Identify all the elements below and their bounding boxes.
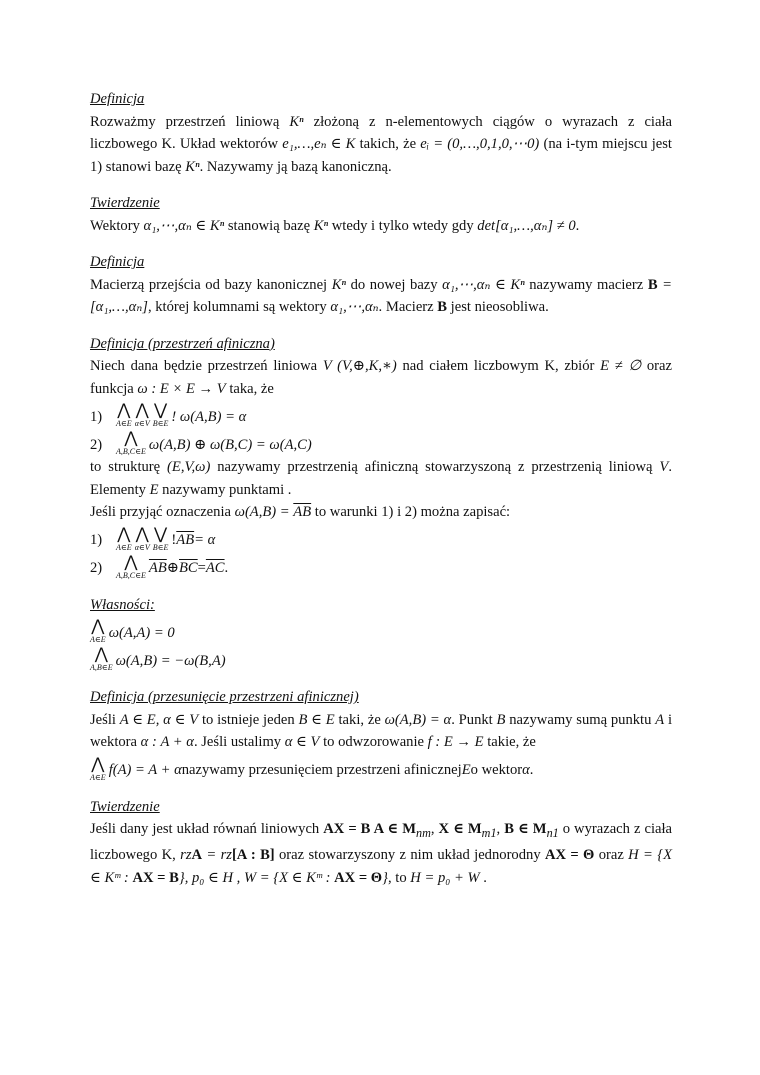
section-body-3: Jeśli przyjąć oznaczenia $\omega(A,B) = \overline{AB}$ to warunki 1) i 2) można zapisać: bbox=[90, 504, 511, 520]
property-1: ⋀ A∈E ω(A,A) = 0 bbox=[90, 618, 175, 644]
document-content bbox=[90, 88, 672, 903]
section-title: Definicja bbox=[90, 254, 145, 270]
section-title: Twierdzenie bbox=[90, 798, 160, 815]
translation-formula: ⋀ A∈E f(A) = A + α nazywamy przesunięciem przestrzeni afinicznej E o wektor α . bbox=[90, 755, 534, 782]
section-body: Jeśli dany jest układ równań liniowych AX = B A ∈ $M_{nm}$, X ∈ $M_{m1}$, B ∈ $M_{n1}$ o wyrazach z ciała liczbowego K, rzA = rz[A : B] oraz stowarzyszony z nim układ jednorodny AX = Θ oraz H = {X ∈ Kᵐ : AX = B}, p₀ ∈ H , W = {X ∈ Kᵐ : AX = Θ}, to H = p₀ + W . bbox=[90, 821, 673, 886]
section-title: Definicja bbox=[90, 91, 145, 107]
section-body: Jeśli A ∈ E, α ∈ V to istnieje jeden B ∈ E taki, że ω(A,B) = α. Punkt B nazywamy sumą punktu A i wektora α : A + α. Jeśli ustalimy α ∈ V to odwzorowanie f : E → E takie, że bbox=[90, 711, 672, 750]
section-title: Twierdzenie bbox=[90, 195, 160, 211]
section-title: Definicja (przesunięcie przestrzeni afinicznej) bbox=[90, 689, 359, 705]
definition-canonical-basis bbox=[90, 88, 672, 178]
condition-2-vector: 2) ⋀ A,B,C∈E $\overline{AB}$ ⊕ $\overline{BC}$ = $\overline{AC}$ . bbox=[90, 553, 229, 580]
property-2: ⋀ A,B∈E ω(A,B) = −ω(B,A) bbox=[90, 646, 226, 672]
condition-1-vector: 1) ⋀ A∈E ⋀ α∈V ⋁ B∈E ! $\overline{AB}$ = α bbox=[90, 525, 216, 552]
definition-affine-space bbox=[90, 333, 672, 580]
section-title: Własności: bbox=[90, 596, 155, 613]
theorem-basis-determinant bbox=[90, 192, 672, 237]
section-body-2: to strukturę (E,V,ω) nazywamy przestrzenią afiniczną stowarzyszoną z przestrzenią liniową V. Elementy E nazywamy punktami . bbox=[90, 459, 672, 498]
section-title: Definicja (przestrzeń afiniczna) bbox=[90, 335, 275, 352]
section-body: Wektory α₁,⋯,αₙ ∈ Kⁿ stanowią bazę Kⁿ wtedy i tylko wtedy gdy det[α₁,…,αₙ] ≠ 0. bbox=[90, 217, 580, 234]
section-body: Macierzą przejścia od bazy kanonicznej Kⁿ do nowej bazy α₁,⋯,αₙ ∈ Kⁿ nazywamy macierz B = [α₁,…,αₙ], której kolumnami są wektory α₁,⋯,αₙ. Macierz B jest nieosobliwa. bbox=[90, 276, 672, 315]
condition-1: 1) ⋀ A∈E ⋀ α∈V ⋁ B∈E ! ω(A,B) = α bbox=[90, 402, 247, 428]
theorem-linear-system bbox=[90, 796, 672, 890]
definition-transition-matrix bbox=[90, 251, 672, 319]
section-body: Rozważmy przestrzeń liniową Kⁿ złożoną z n-elementowych ciągów o wyrazach z ciała liczbowego K. Układ wektorów e₁,…,eₙ ∈ K takich, że eᵢ = (0,…,0,1,0,⋯0) (na i-tym miejscu jest 1) stanowi bazę Kⁿ. Nazywamy ją bazą kanoniczną. bbox=[90, 113, 672, 175]
section-body: Niech dana będzie przestrzeń liniowa V (V,⊕,K,∗) nad ciałem liczbowym K, zbiór E ≠ ∅ oraz funkcja ω : E × E → V taka, że bbox=[90, 358, 672, 397]
properties bbox=[90, 594, 672, 673]
condition-2: 2) ⋀ A,B,C∈E ω(A,B) ⊕ ω(B,C) = ω(A,C) bbox=[90, 430, 312, 456]
definition-affine-translation bbox=[90, 686, 672, 782]
